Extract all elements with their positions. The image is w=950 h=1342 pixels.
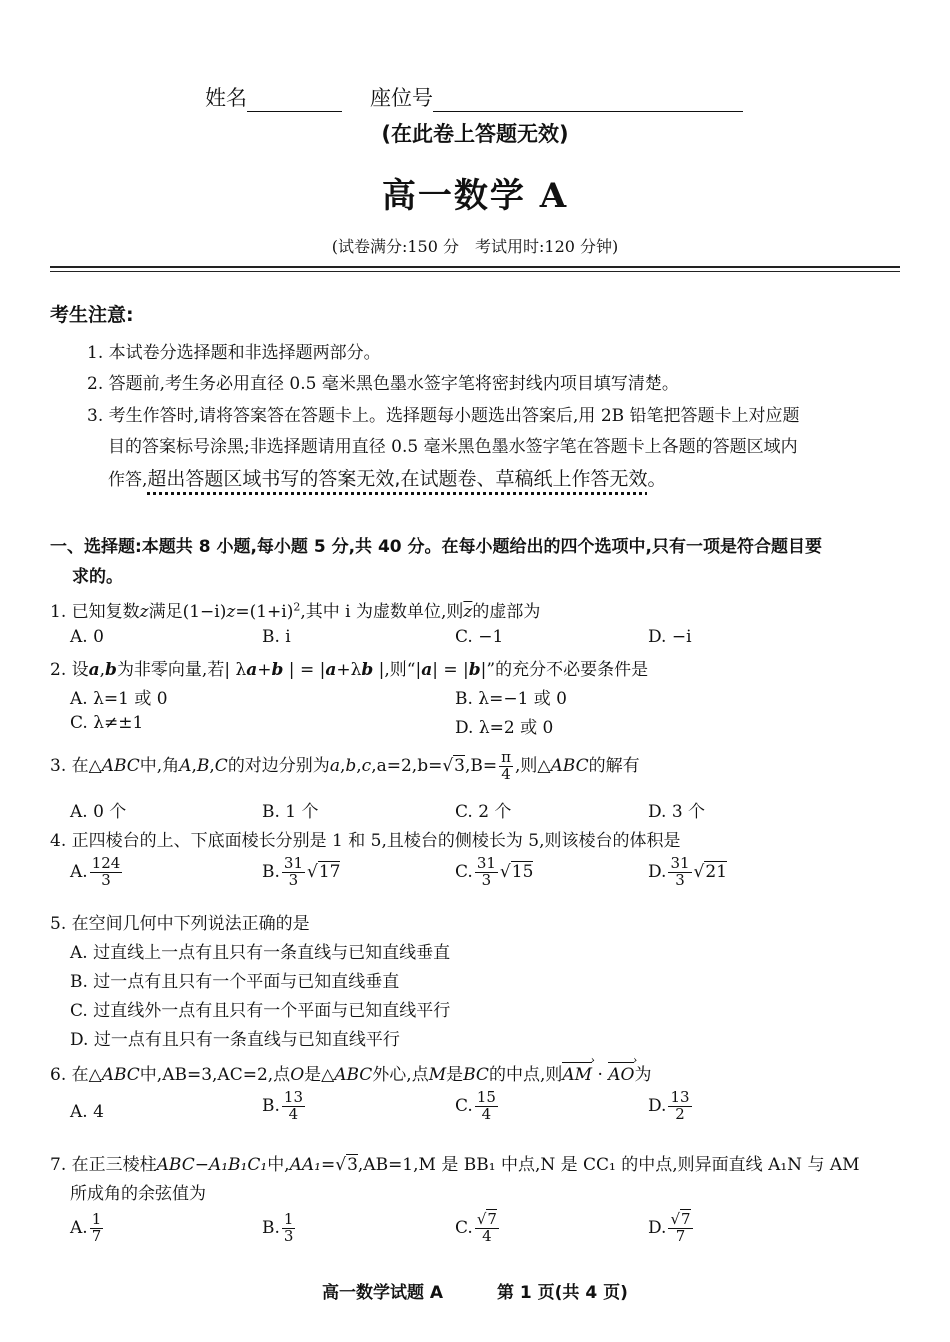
q4-option-b[interactable]: B. $\frac{31}{3}$ √17 xyxy=(262,854,341,889)
q2-text: ,则“ xyxy=(384,660,416,680)
q7-denominator: 3 xyxy=(283,1226,294,1245)
exam-title: 高一数学 A xyxy=(381,176,569,216)
seat-label: 座位号 xyxy=(370,86,433,110)
q4-prefix: B. xyxy=(262,861,280,882)
q3-root: 3 xyxy=(454,756,465,776)
header-rule-bottom xyxy=(50,271,900,272)
q4-denominator: 3 xyxy=(675,870,685,889)
q6-text: 的中点,则 xyxy=(488,1065,563,1085)
q7-prism: ABC−A₁B₁C₁ xyxy=(156,1155,268,1175)
q6-var: ABC xyxy=(101,1065,140,1085)
q6-text: 为 xyxy=(634,1065,652,1085)
q4-option-a[interactable] xyxy=(70,856,124,889)
q7-option-a[interactable] xyxy=(70,1212,105,1245)
q5-option-d[interactable]: D. 过一点有且只有一条直线与已知直线平行 xyxy=(70,1030,400,1050)
q2-text: 为非零向量,若 xyxy=(116,660,225,680)
q3-text: ,a=2,b= xyxy=(371,756,443,776)
q2-option-d[interactable]: D. λ=2 或 0 xyxy=(455,718,554,738)
q5-option-a[interactable]: A. 过直线上一点有且只有一条直线与已知直线垂直 xyxy=(70,943,451,963)
question-7-stem: 7. 在正三棱柱ABC−A₁B₁C₁中,AA₁=√3,AB=1,M 是 BB₁ 中点,N 是 CC₁ 的中点,则异面直线 A₁N 与 AM xyxy=(50,1155,860,1175)
q4-root: 17 xyxy=(318,861,341,882)
question-6-stem xyxy=(50,1060,651,1085)
q7-text: 7. 在正三棱柱 xyxy=(50,1155,157,1175)
q7-numerator: √7 xyxy=(670,1210,691,1228)
q6-denominator: 4 xyxy=(481,1104,492,1123)
q1-option-d[interactable]: D. −i xyxy=(648,627,692,647)
q3-text: 3. 在△ xyxy=(50,756,102,776)
section-heading: 一、选择题:本题共 8 小题,每小题 5 分,共 40 分。在每小题给出的四个选项中,只有一项是符合题目要 xyxy=(50,537,822,557)
q2-option-c[interactable]: C. λ≠±1 xyxy=(70,713,144,733)
name-blank[interactable] xyxy=(247,89,342,112)
q2-vector: b xyxy=(271,660,284,680)
q1-text: 的虚部为 xyxy=(472,602,541,622)
q2-vector: b xyxy=(468,660,481,680)
q1-exponent: 2 xyxy=(293,600,301,614)
q6-var: O xyxy=(290,1065,305,1085)
q6-var: BC xyxy=(463,1065,489,1085)
q6-prefix: B. xyxy=(262,1095,280,1116)
instruction-period: 。 xyxy=(647,468,667,490)
q4-option-c[interactable]: C. $\frac{31}{3}$ √15 xyxy=(455,854,534,889)
instruction-text: 作答, xyxy=(108,470,148,490)
footer-title: 高一数学试题 A xyxy=(322,1283,444,1303)
q4-denominator: 3 xyxy=(481,870,492,889)
q2-option-b[interactable]: B. λ=−1 或 0 xyxy=(455,689,568,709)
q1-option-b[interactable]: B. i xyxy=(262,627,291,647)
q6-text: 是△ xyxy=(304,1065,335,1085)
q2-text: ”的充分不必要条件是 xyxy=(486,660,649,680)
q5-option-b[interactable]: B. 过一点有且只有一个平面与已知直线垂直 xyxy=(70,972,400,992)
q3-option-d[interactable]: D. 3 个 xyxy=(648,802,706,822)
q6-text: 是 xyxy=(446,1065,464,1085)
q3-text: 的解有 xyxy=(588,756,640,776)
question-4-stem: 4. 正四棱台的上、下底面棱长分别是 1 和 5,且棱台的侧棱长为 5,则该棱台的体积是 xyxy=(50,831,681,851)
q6-fraction xyxy=(475,1090,498,1123)
q3-denominator: 4 xyxy=(501,765,511,783)
q7-prefix: A. xyxy=(70,1217,88,1238)
q2-vector: a xyxy=(325,660,337,680)
q3-numerator: π xyxy=(501,748,511,767)
seat-blank[interactable] xyxy=(433,89,743,112)
q6-denominator: 2 xyxy=(675,1104,685,1123)
q7-prefix: D. xyxy=(648,1217,667,1238)
q7-prefix: C. xyxy=(455,1217,473,1238)
q3-option-c[interactable]: C. 2 个 xyxy=(455,802,512,822)
q4-prefix: C. xyxy=(455,861,473,882)
q7-text: ,AB=1,M 是 BB₁ 中点,N 是 CC₁ 的中点,则异面直线 A₁N 与 AM xyxy=(357,1155,860,1175)
q7-fraction xyxy=(282,1212,296,1245)
q6-fraction xyxy=(668,1090,691,1123)
q6-option-d[interactable] xyxy=(648,1090,694,1123)
q7-root: 7 xyxy=(681,1210,691,1228)
section-heading-cont: 求的。 xyxy=(72,567,123,587)
q7-denominator: 7 xyxy=(675,1226,686,1245)
instructions-heading: 考生注意: xyxy=(50,304,134,326)
q7-prefix: B. xyxy=(262,1217,280,1238)
q7-option-b[interactable] xyxy=(262,1212,297,1245)
q7-fraction xyxy=(475,1212,499,1245)
q2-text: 2. 设 xyxy=(50,660,89,680)
q1-var: z xyxy=(226,602,236,622)
q7-fraction xyxy=(90,1212,104,1245)
q3-var: ABC xyxy=(101,756,140,776)
q6-denominator: 4 xyxy=(288,1104,299,1123)
q7-text: 中, xyxy=(267,1155,290,1175)
instruction-item: 目的答案标号涂黑;非选择题请用直径 0.5 毫米黑色墨水签字笔在答题卡上各题的答题区域内 xyxy=(108,437,798,457)
q1-var: z xyxy=(139,602,149,622)
q2-vector: b xyxy=(361,660,374,680)
q3-text: ,则△ xyxy=(515,756,551,776)
instruction-item: 1. 本试卷分选择题和非选择题两部分。 xyxy=(87,343,381,363)
q2-vector: b xyxy=(105,660,117,680)
q3-option-a[interactable]: A. 0 个 xyxy=(70,802,127,822)
q7-numerator: √7 xyxy=(476,1210,497,1228)
q1-option-a[interactable]: A. 0 xyxy=(70,627,104,647)
q6-option-a[interactable]: A. 4 xyxy=(70,1102,104,1122)
name-field xyxy=(205,82,342,112)
question-3-stem: 3. 在△ABC中,角A,B,C的对边分别为a,b,c,a=2,b=√3,B= $\frac{\pi}{4}$ ,则△ABC的解有 xyxy=(50,748,640,783)
q4-numerator: 31 xyxy=(670,854,690,872)
q1-text: ,其中 i 为虚数单位,则 xyxy=(300,602,464,622)
q4-prefix: D. xyxy=(648,861,667,882)
page-number: 第 1 页(共 4 页) xyxy=(497,1283,628,1303)
name-label: 姓名 xyxy=(205,86,247,110)
q6-text: 中,AB=3,AC=2,点 xyxy=(139,1065,291,1085)
q1-text: =(1+i) xyxy=(235,602,294,622)
q4-fraction xyxy=(668,856,691,889)
q4-denominator: 3 xyxy=(288,870,299,889)
q2-option-a[interactable]: A. λ=1 或 0 xyxy=(70,689,168,709)
q4-numerator: 124 xyxy=(91,854,121,872)
q2-vector: a xyxy=(88,660,100,680)
q6-numerator: 15 xyxy=(476,1088,496,1106)
q6-text: 6. 在△ xyxy=(50,1065,102,1085)
q3-var: ABC xyxy=(550,756,589,776)
q1-conjugate: $\overline{z}$ xyxy=(463,602,473,622)
q6-vector-am: AM › xyxy=(562,1065,592,1085)
q6-var: ABC xyxy=(334,1065,373,1085)
q4-fraction xyxy=(282,856,305,889)
question-2-stem: 2. 设a,b为非零向量,若| λa+b | = |a+λb |,则“|a| = |b|”的充分不必要条件是 xyxy=(50,660,649,680)
q7-option-d[interactable] xyxy=(648,1212,695,1245)
exam-subtitle: (试卷满分:150 分 考试用时:120 分钟) xyxy=(331,237,619,256)
q7-numerator: 1 xyxy=(91,1210,102,1228)
q3-option-b[interactable]: B. 1 个 xyxy=(262,802,319,822)
q6-dot: · xyxy=(592,1065,609,1085)
q6-option-c[interactable] xyxy=(455,1090,500,1123)
q1-text: 满足(1−i) xyxy=(148,602,227,622)
q4-fraction xyxy=(475,856,498,889)
q6-numerator: 13 xyxy=(670,1088,690,1106)
q7-denominator: 7 xyxy=(91,1226,102,1245)
question-5-stem: 5. 在空间几何中下列说法正确的是 xyxy=(50,914,310,934)
seat-field xyxy=(370,82,743,112)
q3-fraction xyxy=(499,750,513,783)
q6-prefix: C. xyxy=(455,1095,473,1116)
instruction-item-last xyxy=(108,464,666,491)
q4-numerator: 31 xyxy=(476,854,496,872)
q5-option-c[interactable]: C. 过直线外一点有且只有一个平面与已知直线平行 xyxy=(70,1001,451,1021)
q1-option-c[interactable]: C. −1 xyxy=(455,627,504,647)
q7-fraction xyxy=(668,1212,692,1245)
q6-option-b[interactable] xyxy=(262,1090,307,1123)
q4-numerator: 31 xyxy=(283,854,303,872)
q1-text: 1. 已知复数 xyxy=(50,602,140,622)
q4-option-d[interactable]: D. $\frac{31}{3}$ √21 xyxy=(648,854,728,889)
question-1-stem xyxy=(50,597,540,622)
q3-text: ,B= xyxy=(465,756,498,776)
q4-prefix: A. xyxy=(70,861,88,882)
q7-denominator: 4 xyxy=(482,1226,492,1245)
q4-root: 15 xyxy=(511,861,534,882)
q6-var: M xyxy=(428,1065,447,1085)
q6-text: 外心,点 xyxy=(372,1065,429,1085)
q4-root: 21 xyxy=(705,861,728,882)
q6-vector-ao: AO › xyxy=(608,1065,634,1085)
q7-root: 3 xyxy=(347,1155,358,1175)
q4-fraction xyxy=(90,856,123,889)
instruction-emphasis: 超出答题区域书写的答案无效,在试题卷、草稿纸上作答无效 xyxy=(147,468,648,490)
header-rule-top xyxy=(50,266,900,268)
q6-fraction xyxy=(282,1090,305,1123)
q7-option-c[interactable] xyxy=(455,1212,501,1245)
q7-numerator: 1 xyxy=(283,1210,294,1228)
instruction-item: 2. 答题前,考生务必用直径 0.5 毫米黑色墨水签字笔将密封线内项目填写清楚。 xyxy=(87,374,679,394)
q4-denominator: 3 xyxy=(101,870,111,889)
q7-var: AA₁= xyxy=(289,1155,336,1175)
notice: (在此卷上答题无效) xyxy=(381,122,569,146)
q2-vector: a xyxy=(246,660,258,680)
q7-root: 7 xyxy=(487,1210,497,1228)
q3-text: 中,角 xyxy=(139,756,180,776)
question-7-stem-cont: 所成角的余弦值为 xyxy=(70,1184,206,1204)
q2-vector: a xyxy=(421,660,433,680)
q3-text: 的对边分别为 xyxy=(227,756,330,776)
q6-prefix: D. xyxy=(648,1095,667,1116)
instruction-item: 3. 考生作答时,请将答案答在答题卡上。选择题每小题选出答案后,用 2B 铅笔把答题卡上对应题 xyxy=(87,406,800,426)
q6-numerator: 13 xyxy=(283,1088,303,1106)
